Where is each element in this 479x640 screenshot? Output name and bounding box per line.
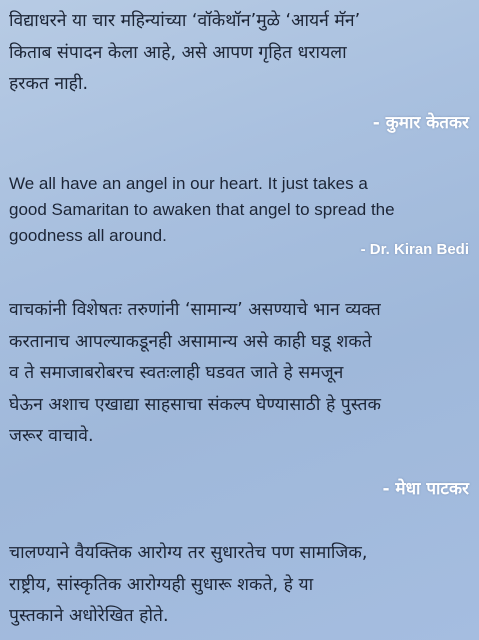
quote-line: हरकत नाही.	[9, 74, 89, 94]
attribution-patkar: - मेधा पाटकर	[382, 479, 469, 499]
quote-line: चालण्याने वैयक्तिक आरोग्य तर सुधारतेच पण सामाजिक,	[9, 543, 368, 563]
quote-unattributed	[9, 538, 469, 633]
quote-line: घेऊन अशाच एखाद्या साहसाचा संकल्प घेण्यासाठी हे पुस्तक	[9, 394, 381, 415]
quote-line: We all have an angel in our heart. It just takes a	[9, 174, 368, 193]
quote-line: जरूर वाचावे.	[9, 426, 94, 446]
quote-line: राष्ट्रीय, सांस्कृतिक आरोग्यही सुधारू शकते, हे या	[9, 574, 314, 595]
quote-patkar	[9, 295, 469, 453]
quote-line: विद्याधरने या चार महिन्यांच्या ‘वॉकेथॉन’मुळे ‘आयर्न मॅन’	[9, 11, 361, 31]
quote-line: वाचकांनी विशेषतः तरुणांनी ‘सामान्य’ असण्याचे भान व्यक्त	[9, 300, 381, 320]
quote-bedi	[9, 171, 469, 249]
quote-line: goodness all around.	[9, 226, 167, 245]
quote-line: good Samaritan to awaken that angel to spread the	[9, 200, 395, 219]
quote-ketkar	[9, 6, 469, 101]
quote-line: पुस्तकाने अधोरेखित होते.	[9, 606, 169, 626]
quote-line: किताब संपादन केला आहे, असे आपण गृहित धरायला	[9, 42, 347, 63]
attribution-ketkar: - कुमार केतकर	[372, 113, 469, 133]
quote-line: करतानाच आपल्याकडूनही असामान्य असे काही घडू शकते	[9, 331, 372, 352]
quote-line: व ते समाजाबरोबरच स्वतःलाही घडवत जाते हे समजून	[9, 363, 344, 383]
attribution-bedi: - Dr. Kiran Bedi	[360, 241, 469, 258]
